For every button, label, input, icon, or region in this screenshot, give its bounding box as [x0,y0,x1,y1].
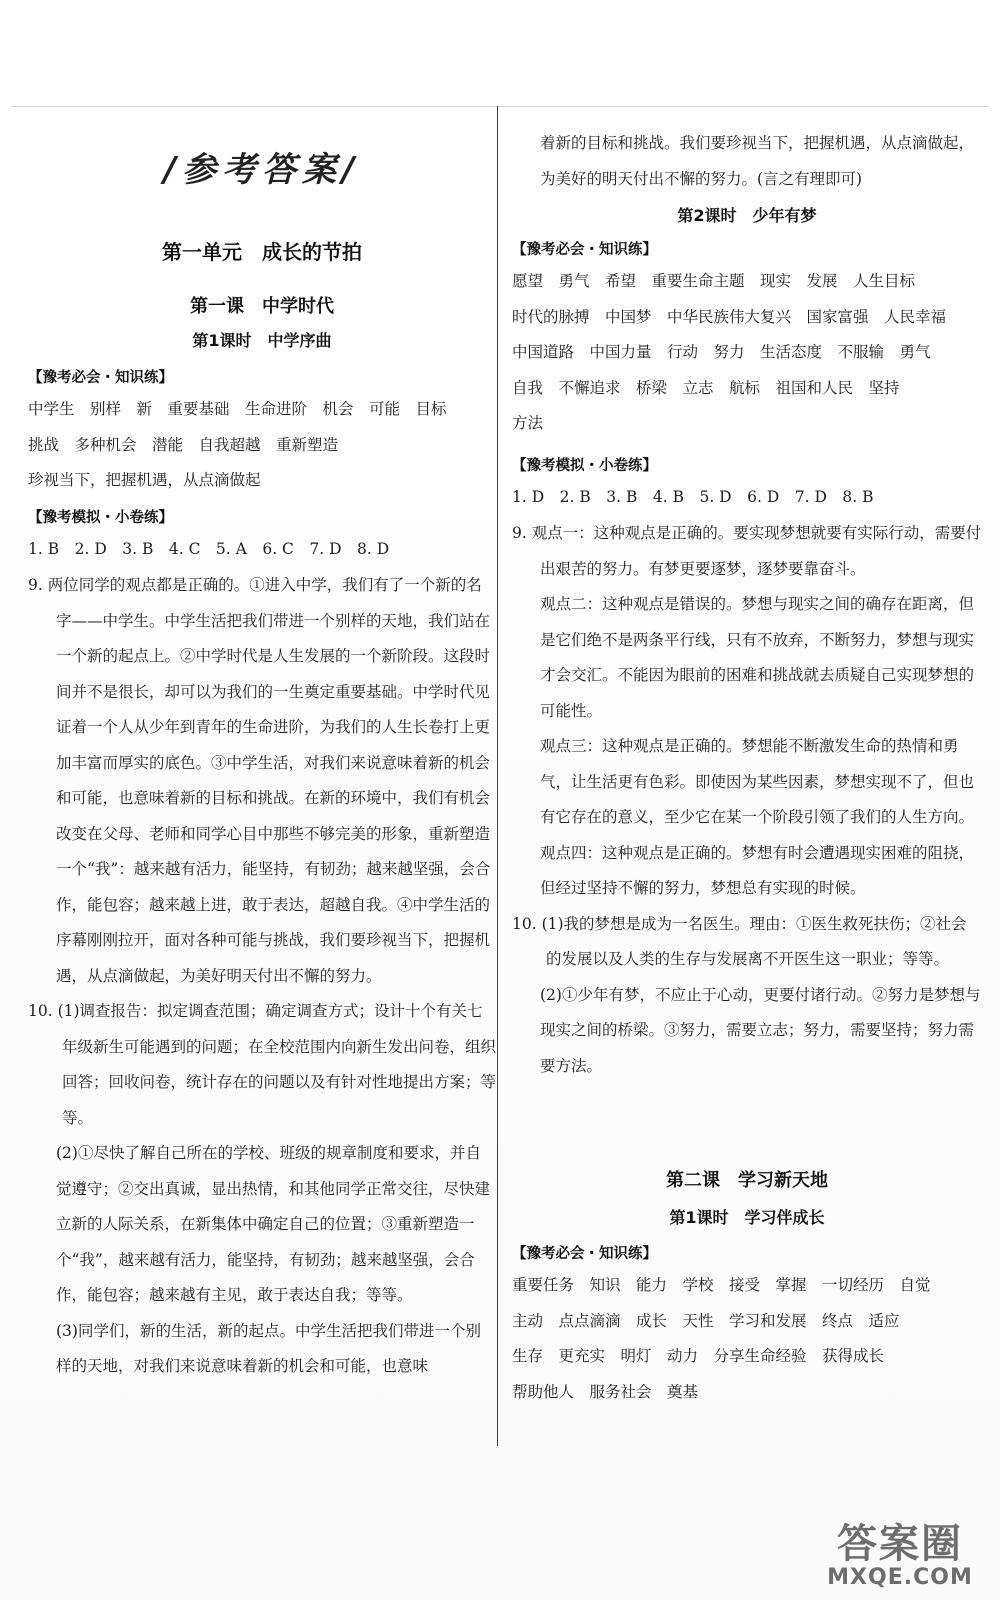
lesson-title: 第一课 中学时代 [190,296,334,317]
answer-10-part3: (3)同学们，新的生活，新的起点。中学生活把我们带进一个别样的天地，对我们来说意味着新的机会和可能，也意味 [56,1321,481,1375]
knowledge-label: 【豫考必会・知识练】 [28,370,173,386]
unit-title: 第一单元 成长的节拍 [162,240,362,264]
page-banner: /参考答案/ [163,150,361,190]
lesson2-title: 第二课 学习新天地 [666,1170,828,1191]
knowledge-list [512,1268,982,1410]
period2-title: 第2课时 少年有梦 [677,206,817,225]
knowledge-line: 主动 点点滴滴 成长 天性 学习和发展 终点 适应 [512,1311,900,1330]
mc-answers: 1. D 2. B 3. B 4. B 5. D 6. D 7. D 8. B [512,488,874,506]
knowledge-line: 帮助他人 服务社会 奠基 [512,1382,699,1401]
answer-10-part1: 10. (1)调查报告：拟定调查范围；确定调查方式；设计十个有关七年级新生可能遇到的问题；在全校范围内向新生发出问卷，组织回答；回收问卷，统计存在的问题以及有针对性地提出方案；等等。 [28,1002,497,1127]
mc-answers: 1. B 2. D 3. B 4. C 5. A 6. C 7. D 8. D [28,540,390,558]
column-divider [497,106,498,1446]
knowledge-line: 方法 [512,414,544,432]
knowledge-line: 时代的脉搏 中国梦 中华民族伟大复兴 国家富强 人民幸福 [512,307,947,326]
answer-9-view2: 观点二：这种观点是错误的。梦想与现实之间的确存在距离，但是它们绝不是两条平行线，只有不放弃，不断努力，梦想与现实才会交汇。不能因为眼前的困难和挑战就去质疑自己实现梦想的可能性。 [540,595,975,720]
answer-10-part2: (2)①尽快了解自己所在的学校、班级的规章制度和要求，并自觉遵守；②交出真诚，显出热情，和其他同学正常交往，尽快建立新的人际关系，在新集体中确定自己的位置；③重新塑造一个“我”，越来越有活力，能坚持，有韧劲；越来越坚强，会合作，能包容；越来越有主见，敢于表达自我；等等。 [56,1144,491,1304]
knowledge-line: 中国道路 中国力量 行动 努力 生活态度 不服输 勇气 [512,343,931,361]
knowledge-line: 愿望 勇气 希望 重要生命主题 现实 发展 人生目标 [512,272,916,290]
quiz-label: 【豫考模拟・小卷练】 [512,458,657,474]
continued-text: 着新的目标和挑战。我们要珍视当下，把握机遇，从点滴做起，为美好的明天付出不懈的努力。(言之有理即可) [540,134,975,188]
long-answers [512,516,982,1084]
knowledge-line: 中学生 别样 新 重要基础 生命进阶 机会 可能 目标 [28,400,447,418]
answer-10-part1: 10. (1)我的梦想是成为一名医生。理由：①医生救死扶伤；②社会的发展以及人类的生存与发展离不开医生这一职业；等等。 [512,914,967,968]
knowledge-line: 生存 更充实 明灯 动力 分享生命经验 获得成长 [512,1347,885,1365]
knowledge-list [512,264,982,442]
lesson2-period-title: 第1课时 学习伴成长 [669,1208,825,1227]
answer-10-part2: (2)①少年有梦，不应止于心动，更要付诸行动。②努力是梦想与现实之间的桥梁。③努力，需要立志；努力，需要坚持；努力需要方法。 [540,985,981,1075]
knowledge-label: 【豫考必会・知识练】 [512,242,657,258]
continued-answer [512,126,982,197]
watermark-logo-text: 答案圈 [837,1521,963,1567]
answer-9-view1: 9. 观点一：这种观点是正确的。要实现梦想就要有实际行动，需要付出艰苦的努力。有梦更要逐梦，逐梦要靠奋斗。 [512,524,982,578]
period-title: 第1课时 中学序曲 [192,331,332,350]
answer-9-view3: 观点三：这种观点是正确的。梦想能不断激发生命的热情和勇气，让生活更有色彩。即使因为某些因素，梦想实现不了，但也有它存在的意义，至少它在某一个阶段引领了我们的人生方向。 [540,737,975,826]
long-answers [28,568,496,1385]
knowledge-list [28,392,496,499]
knowledge-line: 自我 不懈追求 桥梁 立志 航标 祖国和人民 坚持 [512,378,900,397]
site-watermark [810,1512,990,1590]
watermark-url: MXQE.COM [827,1565,973,1590]
quiz-label: 【豫考模拟・小卷练】 [28,510,173,526]
top-rule [12,106,988,107]
answer-9: 9. 两位同学的观点都是正确的。①进入中学，我们有了一个新的名字——中学生。中学生活把我们带进一个别样的天地，我们站在一个新的起点上。②中学时代是人生发展的一个新阶段。这段时间并不是很长，却可以为我们的一生奠定重要基础。中学时代见证着一个人从少年到青年的生命进阶，为我们的人生长卷打上更加丰富而厚实的底色。③中学生活，对我们来说意味着新的机会和可能，也意味着新的目标和挑战。在新的环境中，我们有机会改变在父母、老师和同学心目中那些不够完美的形象，重新塑造一个“我”：越来越有活力，能坚持，有韧劲；越来越坚强，会合作，能包容；越来越上进，敢于表达，超越自我。④中学生活的序幕刚刚拉开，面对各种可能与挑战，我们要珍视当下，把握机遇，从点滴做起，为美好明天付出不懈的努力。 [28,576,491,985]
knowledge-line: 重要任务 知识 能力 学校 接受 掌握 一切经历 自觉 [512,1276,931,1294]
knowledge-label: 【豫考必会・知识练】 [512,1246,657,1262]
knowledge-line: 挑战 多种机会 潜能 自我超越 重新塑造 [28,435,339,454]
knowledge-line: 珍视当下，把握机遇，从点滴做起 [28,471,261,489]
answer-9-view4: 观点四：这种观点是正确的。梦想有时会遭遇现实困难的阻挠，但经过坚持不懈的努力，梦想总有实现的时候。 [540,843,975,897]
